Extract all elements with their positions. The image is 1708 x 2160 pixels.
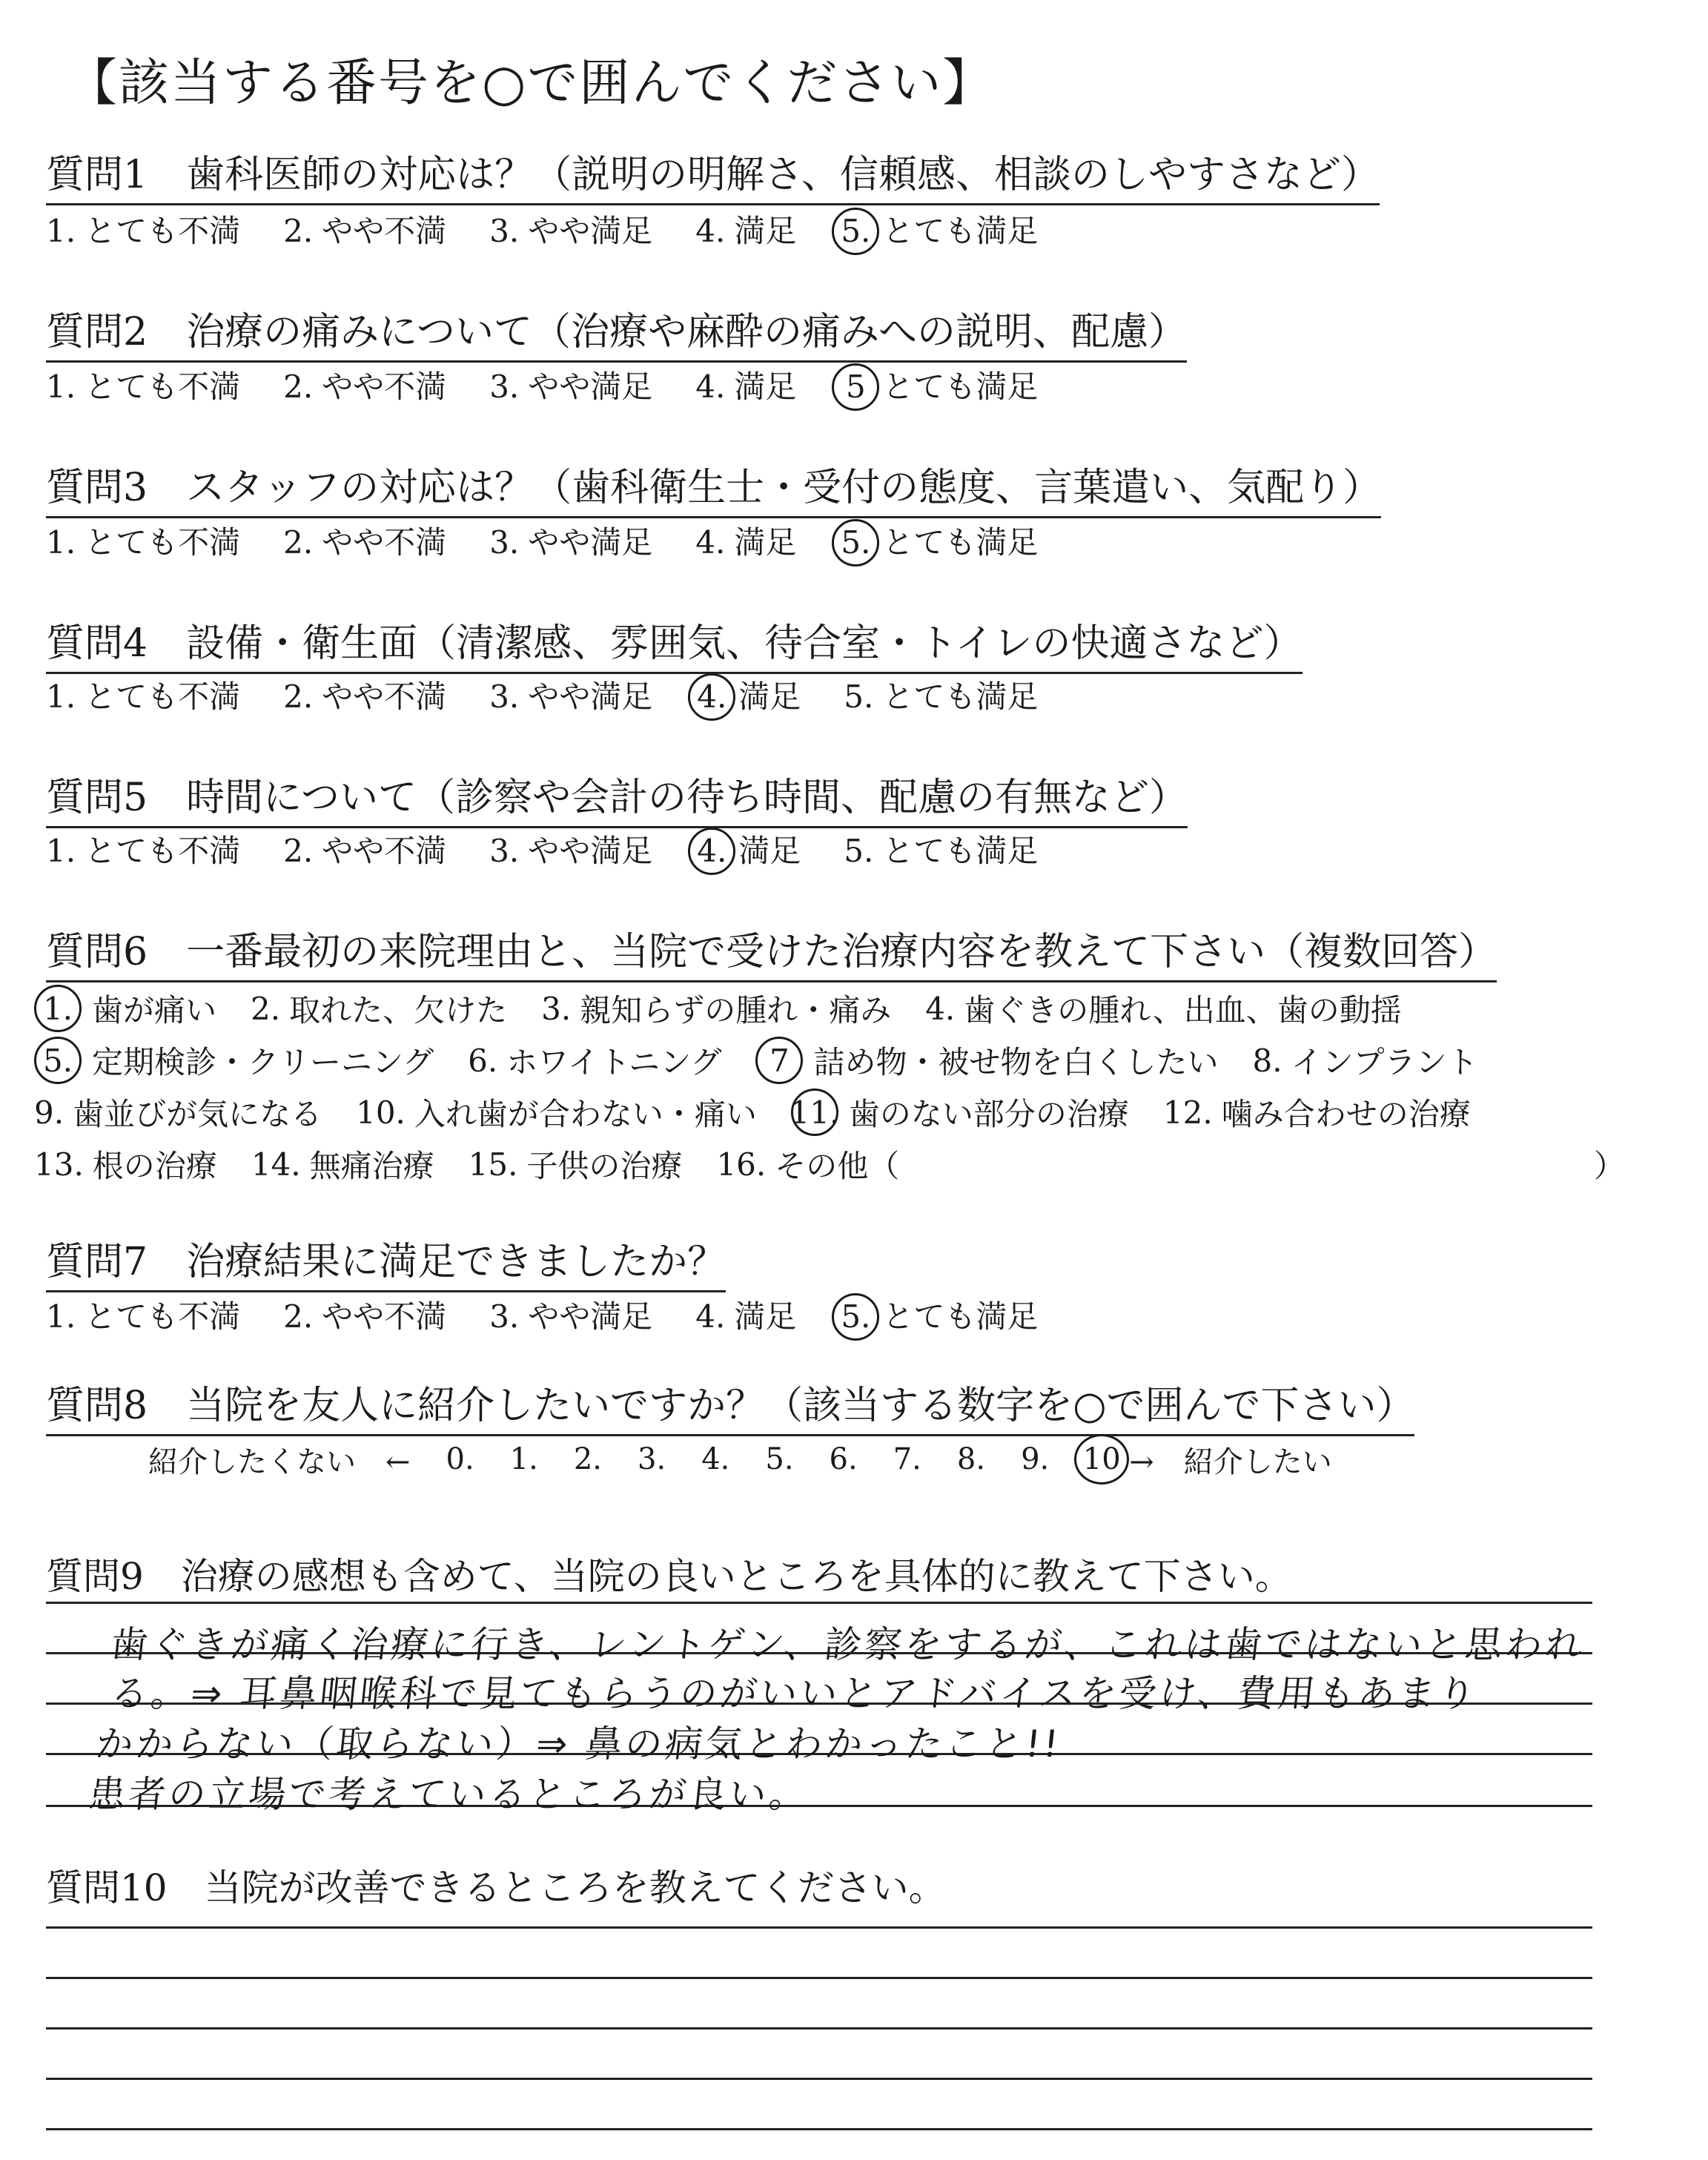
option-number: 2. <box>283 213 314 249</box>
scale-value-7[interactable]: 7. <box>893 1442 921 1476</box>
option-number: 5 <box>832 363 879 411</box>
question-5-options <box>46 830 1081 872</box>
q3-option-1[interactable] <box>46 524 241 561</box>
q6-option-13[interactable] <box>34 1142 217 1186</box>
question-10-heading: 質問10 当院が改善できるところを教えてください。 <box>46 1866 946 1909</box>
q5-option-2[interactable] <box>283 833 447 869</box>
q1-option-4[interactable] <box>695 213 797 249</box>
option-label: やや満足 <box>528 1298 653 1335</box>
option-number: 3. <box>489 833 520 869</box>
option-number: 4. <box>695 213 726 249</box>
page-title: 【該当する番号を○で囲んでください】 <box>67 54 995 113</box>
question-6-heading: 質問6 一番最初の来院理由と、当院で受けた治療内容を教えて下さい（複数回答） <box>46 933 1497 982</box>
option-number: 16. <box>716 1146 767 1183</box>
option-number: 4. <box>925 990 956 1027</box>
option-number: 8. <box>1252 1042 1282 1079</box>
option-label: 親知らずの腫れ・痛み <box>580 992 892 1028</box>
scale-value-0[interactable]: 0. <box>446 1442 474 1476</box>
option-number: 2. <box>283 833 314 869</box>
q6-option-9[interactable] <box>34 1090 322 1135</box>
question-3-heading: 質問3 スタッフの対応は？（歯科衛生士・受付の態度、言葉遣い、気配り） <box>46 469 1381 518</box>
option-number: 14. <box>251 1146 301 1183</box>
option-label: やや満足 <box>528 678 653 715</box>
option-label: 取れた、欠けた <box>289 992 508 1028</box>
q3-option-5[interactable] <box>839 519 1038 567</box>
q3-option-4[interactable] <box>695 524 797 561</box>
q2-option-2[interactable] <box>283 371 446 403</box>
option-label: 歯が痛い <box>92 992 217 1028</box>
question-8-scale <box>148 1437 1368 1482</box>
option-number: 5. <box>34 1037 82 1084</box>
option-number: 1. <box>46 678 76 715</box>
scale-value-1[interactable]: 1. <box>509 1442 538 1476</box>
option-number: 11. <box>791 1089 838 1136</box>
option-number: 6. <box>468 1042 498 1079</box>
option-label: 満足 <box>734 1298 797 1335</box>
q6-option-11[interactable] <box>791 1089 1129 1136</box>
option-number: 3. <box>489 213 520 249</box>
question-6-row-4 <box>34 1142 933 1186</box>
q5-option-3[interactable] <box>489 833 653 869</box>
question-7-heading: 質問7 治療結果に満足できましたか？ <box>46 1243 726 1292</box>
option-number: 2. <box>283 1298 314 1335</box>
option-number: 4. <box>688 673 735 721</box>
option-number: 10. <box>356 1094 406 1131</box>
question-6-row-2 <box>34 1038 1512 1083</box>
handwritten-answer-line-2: る。⇒ 耳鼻咽喉科で見てもらうのがいいとアドバイスを受け、費用もあまり <box>108 1672 1480 1715</box>
question-9-heading: 質問9 治療の感想も含めて、当院の良いところを具体的に教えて下さい。 <box>46 1555 1292 1598</box>
scale-value-5[interactable]: 5. <box>765 1442 794 1476</box>
option-label: 歯のない部分の治療 <box>848 1096 1129 1132</box>
option-number: 5. <box>832 208 879 255</box>
option-number: 2. <box>251 990 281 1027</box>
q2-option-5[interactable] <box>839 363 1038 411</box>
question-1-heading: 質問1 歯科医師の対応は？（説明の明解さ、信頼感、相談のしやすさなど） <box>46 156 1380 205</box>
scale-right-label: → 紹介したい <box>1129 1444 1332 1479</box>
q6-option-10[interactable] <box>356 1090 757 1135</box>
option-label: やや不満 <box>322 213 447 249</box>
q4-option-2[interactable] <box>283 678 447 715</box>
option-label: 歯ぐきの腫れ、出血、歯の動揺 <box>964 992 1402 1028</box>
option-label: やや不満 <box>322 833 447 869</box>
q6-option-4[interactable] <box>925 986 1402 1031</box>
question-3-options <box>46 522 1081 564</box>
option-label: 満足 <box>738 678 801 715</box>
scale-value-4[interactable]: 4. <box>701 1442 730 1476</box>
option-number: 7 <box>755 1037 803 1084</box>
answer-line <box>46 1602 1592 1604</box>
option-number: 5. <box>832 1293 879 1341</box>
option-number: 3. <box>489 524 520 561</box>
option-number: 2. <box>283 678 314 715</box>
option-label: 噛み合わせの治療 <box>1221 1096 1471 1132</box>
option-label: とても満足 <box>882 833 1039 869</box>
q1-option-1[interactable] <box>46 213 241 249</box>
option-number: 4. <box>695 1298 726 1335</box>
option-label: 満足 <box>738 833 801 869</box>
option-number: 12. <box>1162 1094 1213 1131</box>
q1-option-5[interactable] <box>839 208 1038 255</box>
scale-value-8[interactable]: 8. <box>956 1442 986 1476</box>
option-label: とても不満 <box>85 524 241 561</box>
option-label: とても満足 <box>882 213 1039 249</box>
option-number: 1. <box>46 833 76 869</box>
q2-option-3[interactable] <box>489 371 652 403</box>
question-5-heading: 質問5 時間について（診察や会計の待ち時間、配慮の有無など） <box>46 779 1188 828</box>
option-number: 15. <box>468 1146 518 1183</box>
q6-option-6[interactable] <box>468 1038 721 1083</box>
q6-option-16[interactable] <box>716 1142 899 1186</box>
option-label: とても満足 <box>882 678 1039 715</box>
answer-line <box>46 1926 1592 1929</box>
q4-option-5[interactable] <box>844 678 1039 715</box>
question-6-row-1 <box>34 986 1436 1031</box>
option-label: とても満足 <box>882 1298 1039 1335</box>
scale-value-3[interactable]: 3. <box>638 1442 666 1476</box>
q6-option-5[interactable] <box>34 1037 434 1084</box>
option-label: 満足 <box>734 369 797 405</box>
option-number: 2. <box>283 369 314 405</box>
q7-option-5[interactable] <box>839 1293 1038 1341</box>
q6-option-15[interactable] <box>469 1142 683 1186</box>
option-label: 満足 <box>734 524 797 561</box>
q1-option-2[interactable] <box>283 213 447 249</box>
option-label: とても不満 <box>85 833 241 869</box>
option-number: 5. <box>844 678 874 715</box>
option-label: とても満足 <box>882 369 1039 405</box>
option-label: 無痛治療 <box>309 1148 434 1184</box>
option-label: インプラント <box>1291 1044 1478 1080</box>
q5-option-4[interactable] <box>695 828 801 875</box>
q2-option-1[interactable] <box>46 371 240 403</box>
question-6-row-3 <box>34 1090 1505 1135</box>
option-label: とても不満 <box>85 213 241 249</box>
option-label: とても不満 <box>85 1298 241 1335</box>
q7-option-3[interactable] <box>489 1298 653 1335</box>
q6-option-8[interactable] <box>1253 1038 1478 1083</box>
q6-option-2[interactable] <box>251 986 507 1031</box>
handwritten-answer-line-3: かからない（取らない）⇒ 鼻の病気とわかったこと!! <box>93 1723 1064 1766</box>
q4-option-4[interactable] <box>695 673 801 721</box>
option-number: 5. <box>832 519 879 567</box>
q4-option-3[interactable] <box>489 678 653 715</box>
q1-option-3[interactable] <box>489 213 653 249</box>
option-label: 定期検診・クリーニング <box>92 1044 434 1080</box>
option-number: 2. <box>283 524 314 561</box>
question-4-options <box>46 676 1081 718</box>
option-label: やや不満 <box>322 678 447 715</box>
q7-option-1[interactable] <box>46 1298 241 1335</box>
question-2-options <box>46 366 1081 408</box>
q6-option-7[interactable] <box>755 1037 1218 1084</box>
option-number: 4. <box>695 369 726 405</box>
option-label: 子供の治療 <box>526 1148 683 1184</box>
option-number: 1. <box>34 985 82 1032</box>
option-number: 13. <box>34 1146 84 1183</box>
q7-option-2[interactable] <box>283 1298 447 1335</box>
option-number: 9. <box>34 1094 64 1131</box>
option-label: やや不満 <box>322 1298 447 1335</box>
q6-option-1[interactable] <box>34 985 216 1032</box>
q3-option-2[interactable] <box>283 524 447 561</box>
question-7-options <box>46 1296 1081 1338</box>
handwritten-answer-line-4: 患者の立場で考えているところが良い。 <box>86 1773 812 1816</box>
answer-line <box>46 1977 1592 1979</box>
option-number: 1. <box>46 1298 76 1335</box>
option-number: 1. <box>46 213 76 249</box>
option-number: 1. <box>46 369 76 405</box>
question-1-options <box>46 211 1081 252</box>
option-number: 5. <box>844 833 874 869</box>
question-2-heading: 質問2 治療の痛みについて（治療や麻酔の痛みへの説明、配慮） <box>46 313 1187 363</box>
option-number: 4. <box>688 828 735 875</box>
option-label: 詰め物・被せ物を白くしたい <box>813 1044 1219 1080</box>
option-label: やや満足 <box>528 213 653 249</box>
q3-option-3[interactable] <box>489 524 653 561</box>
question-4-heading: 質問4 設備・衛生面（清潔感、雰囲気、待合室・トイレの快適さなど） <box>46 624 1302 674</box>
option-label: とても満足 <box>882 524 1039 561</box>
handwritten-answer-line-1: 歯ぐきが痛く治療に行き、レントゲン、診察をするが、これは歯ではないと思われ <box>108 1623 1588 1666</box>
option-label: やや満足 <box>528 833 653 869</box>
answer-line <box>46 2027 1592 2029</box>
scale-left-label: 紹介したくない ← <box>148 1444 411 1479</box>
option-number: 3. <box>489 678 520 715</box>
q5-option-5[interactable] <box>844 833 1039 869</box>
q6-option-14[interactable] <box>251 1142 434 1186</box>
option-label: やや不満 <box>322 369 447 405</box>
option-number: 3. <box>489 369 520 405</box>
option-number: 3. <box>541 990 572 1027</box>
option-label: 歯並びが気になる <box>73 1096 322 1132</box>
q7-option-4[interactable] <box>695 1298 797 1335</box>
option-label: とても不満 <box>85 369 241 405</box>
option-label: とても不満 <box>85 678 241 715</box>
option-label: やや満足 <box>528 369 653 405</box>
scale-value-9[interactable]: 9. <box>1021 1442 1050 1476</box>
q5-option-1[interactable] <box>46 833 241 869</box>
scale-value-10[interactable]: 10 <box>1074 1434 1129 1484</box>
option-label: やや不満 <box>322 524 447 561</box>
option-label: やや満足 <box>528 524 653 561</box>
answer-line <box>46 2078 1592 2080</box>
scale-value-2[interactable]: 2. <box>573 1442 603 1476</box>
q6-option-3[interactable] <box>541 986 891 1031</box>
option-label: 満足 <box>734 213 797 249</box>
option-number: 4. <box>695 524 726 561</box>
option-label: ホワイトニング <box>506 1044 722 1080</box>
q6-option-12[interactable] <box>1163 1090 1471 1135</box>
question-8-heading: 質問8 当院を友人に紹介したいですか？（該当する数字を○で囲んで下さい） <box>46 1387 1414 1436</box>
option-label: 根の治療 <box>92 1148 217 1184</box>
option-label: その他（ <box>775 1148 900 1184</box>
option-label: 入れ歯が合わない・痛い <box>414 1096 757 1132</box>
other-paren-close: ） <box>1594 1148 1626 1184</box>
scale-value-6[interactable]: 6. <box>829 1442 858 1476</box>
q2-option-4[interactable] <box>695 371 796 403</box>
option-number: 3. <box>489 1298 520 1335</box>
q4-option-1[interactable] <box>46 678 241 715</box>
option-number: 1. <box>46 524 76 561</box>
answer-line <box>46 2128 1592 2130</box>
